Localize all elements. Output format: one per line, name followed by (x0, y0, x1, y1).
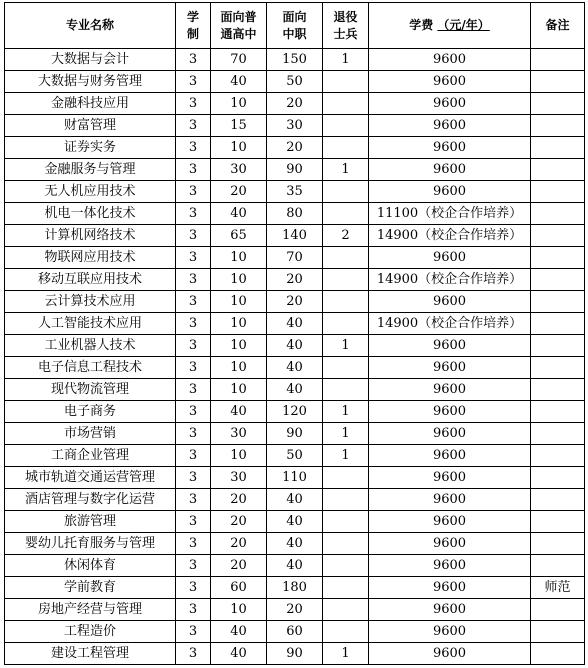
cell-duration: 3 (176, 423, 211, 445)
cell-major-name: 计算机网络技术 (5, 225, 176, 247)
cell-duration: 3 (176, 159, 211, 181)
cell-remark (531, 247, 585, 269)
cell-remark (531, 379, 585, 401)
table-row (5, 423, 585, 445)
cell-remark (531, 313, 585, 335)
cell-general-quota: 65 (211, 225, 267, 247)
cell-remark (531, 49, 585, 71)
header-general-line2: 通高中 (220, 26, 257, 41)
cell-vocational-quota: 40 (267, 357, 323, 379)
cell-major-name: 休闲体育 (5, 555, 176, 577)
cell-general-quota: 30 (211, 159, 267, 181)
cell-duration: 3 (176, 115, 211, 137)
header-vocational-line1: 面向 (282, 9, 307, 24)
cell-vocational-quota: 70 (267, 247, 323, 269)
cell-major-name: 城市轨道交通运营管理 (5, 467, 176, 489)
cell-veteran-quota: 1 (323, 445, 369, 467)
cell-general-quota: 20 (211, 555, 267, 577)
table-row (5, 269, 585, 291)
cell-general-quota: 30 (211, 423, 267, 445)
cell-veteran-quota: 1 (323, 159, 369, 181)
header-veterans-line1: 退役 (333, 9, 358, 24)
cell-tuition: 9600 (369, 379, 531, 401)
cell-tuition: 14900（校企合作培养） (369, 225, 531, 247)
cell-vocational-quota: 40 (267, 379, 323, 401)
table-row (5, 401, 585, 423)
cell-major-name: 酒店管理与数字化运营 (5, 489, 176, 511)
cell-general-quota: 20 (211, 181, 267, 203)
table-row (5, 225, 585, 247)
cell-duration: 3 (176, 291, 211, 313)
cell-vocational-quota: 90 (267, 643, 323, 665)
cell-vocational-quota: 40 (267, 555, 323, 577)
cell-vocational-quota: 180 (267, 577, 323, 599)
header-major-text: 专业名称 (65, 18, 114, 32)
header-vocational (267, 3, 323, 49)
cell-veteran-quota: 1 (323, 423, 369, 445)
cell-vocational-quota: 140 (267, 225, 323, 247)
cell-major-name: 建设工程管理 (5, 643, 176, 665)
table-header (5, 3, 585, 49)
cell-general-quota: 10 (211, 357, 267, 379)
cell-duration: 3 (176, 489, 211, 511)
cell-tuition: 9600 (369, 115, 531, 137)
cell-major-name: 房地产经营与管理 (5, 599, 176, 621)
table-row (5, 577, 585, 599)
cell-veteran-quota: 1 (323, 401, 369, 423)
cell-general-quota: 10 (211, 93, 267, 115)
cell-remark (531, 555, 585, 577)
cell-remark (531, 137, 585, 159)
cell-duration: 3 (176, 643, 211, 665)
cell-remark (531, 401, 585, 423)
cell-general-quota: 10 (211, 137, 267, 159)
cell-major-name: 婴幼儿托育服务与管理 (5, 533, 176, 555)
cell-major-name: 工业机器人技术 (5, 335, 176, 357)
cell-vocational-quota: 40 (267, 313, 323, 335)
cell-veteran-quota (323, 291, 369, 313)
cell-duration: 3 (176, 357, 211, 379)
cell-general-quota: 10 (211, 379, 267, 401)
header-tuition-main: 学费 (409, 18, 434, 32)
cell-tuition: 9600 (369, 93, 531, 115)
header-tuition-unit: （元/年） (437, 18, 490, 32)
table-row (5, 115, 585, 137)
cell-general-quota: 40 (211, 401, 267, 423)
cell-major-name: 移动互联应用技术 (5, 269, 176, 291)
cell-tuition: 14900（校企合作培养） (369, 269, 531, 291)
cell-major-name: 证券实务 (5, 137, 176, 159)
cell-duration: 3 (176, 577, 211, 599)
cell-general-quota: 30 (211, 467, 267, 489)
cell-major-name: 学前教育 (5, 577, 176, 599)
cell-duration: 3 (176, 533, 211, 555)
cell-remark (531, 203, 585, 225)
cell-vocational-quota: 90 (267, 423, 323, 445)
cell-general-quota: 10 (211, 291, 267, 313)
cell-tuition: 9600 (369, 643, 531, 665)
table-row (5, 357, 585, 379)
cell-general-quota: 60 (211, 577, 267, 599)
table-row (5, 555, 585, 577)
cell-major-name: 电子信息工程技术 (5, 357, 176, 379)
cell-remark (531, 115, 585, 137)
header-duration-line1: 学 (186, 9, 199, 24)
cell-general-quota: 20 (211, 511, 267, 533)
cell-remark (531, 291, 585, 313)
header-duration-line2: 制 (186, 26, 199, 41)
cell-veteran-quota (323, 555, 369, 577)
cell-veteran-quota (323, 313, 369, 335)
cell-major-name: 旅游管理 (5, 511, 176, 533)
cell-vocational-quota: 35 (267, 181, 323, 203)
header-tuition (369, 3, 531, 49)
cell-duration: 3 (176, 445, 211, 467)
table-body (5, 49, 585, 665)
cell-duration: 3 (176, 621, 211, 643)
header-veterans (323, 3, 369, 49)
cell-duration: 3 (176, 555, 211, 577)
table-row (5, 247, 585, 269)
cell-major-name: 大数据与会计 (5, 49, 176, 71)
cell-vocational-quota: 20 (267, 269, 323, 291)
cell-general-quota: 10 (211, 599, 267, 621)
cell-veteran-quota (323, 93, 369, 115)
cell-duration: 3 (176, 137, 211, 159)
cell-remark (531, 489, 585, 511)
cell-major-name: 机电一体化技术 (5, 203, 176, 225)
cell-tuition: 9600 (369, 445, 531, 467)
cell-veteran-quota: 1 (323, 643, 369, 665)
cell-major-name: 市场营销 (5, 423, 176, 445)
cell-vocational-quota: 90 (267, 159, 323, 181)
table-row (5, 533, 585, 555)
cell-duration: 3 (176, 247, 211, 269)
cell-tuition: 9600 (369, 335, 531, 357)
cell-remark (531, 467, 585, 489)
table-row (5, 93, 585, 115)
cell-veteran-quota (323, 599, 369, 621)
cell-general-quota: 10 (211, 313, 267, 335)
cell-veteran-quota (323, 357, 369, 379)
cell-duration: 3 (176, 203, 211, 225)
enrollment-plan-table (4, 2, 585, 665)
cell-major-name: 大数据与财务管理 (5, 71, 176, 93)
cell-major-name: 云计算技术应用 (5, 291, 176, 313)
table-row (5, 49, 585, 71)
cell-remark (531, 599, 585, 621)
cell-remark (531, 423, 585, 445)
cell-remark (531, 357, 585, 379)
cell-major-name: 人工智能技术应用 (5, 313, 176, 335)
cell-general-quota: 10 (211, 269, 267, 291)
cell-tuition: 9600 (369, 555, 531, 577)
cell-duration: 3 (176, 181, 211, 203)
header-remark (531, 3, 585, 49)
cell-duration: 3 (176, 93, 211, 115)
cell-vocational-quota: 20 (267, 93, 323, 115)
cell-tuition: 9600 (369, 71, 531, 93)
cell-remark (531, 533, 585, 555)
table-row (5, 203, 585, 225)
cell-duration: 3 (176, 599, 211, 621)
cell-vocational-quota: 40 (267, 335, 323, 357)
cell-veteran-quota (323, 533, 369, 555)
table-row (5, 445, 585, 467)
cell-veteran-quota (323, 137, 369, 159)
header-row (5, 3, 585, 49)
cell-remark (531, 643, 585, 665)
cell-tuition: 9600 (369, 181, 531, 203)
cell-general-quota: 40 (211, 621, 267, 643)
table-row (5, 511, 585, 533)
cell-duration: 3 (176, 379, 211, 401)
table-row (5, 379, 585, 401)
header-general-highschool (211, 3, 267, 49)
cell-remark (531, 93, 585, 115)
cell-remark: 师范 (531, 577, 585, 599)
cell-remark (531, 269, 585, 291)
cell-tuition: 9600 (369, 291, 531, 313)
header-veterans-line2: 士兵 (333, 26, 358, 41)
header-major (5, 3, 176, 49)
cell-tuition: 9600 (369, 423, 531, 445)
table-row (5, 291, 585, 313)
cell-remark (531, 159, 585, 181)
cell-vocational-quota: 60 (267, 621, 323, 643)
cell-veteran-quota (323, 203, 369, 225)
cell-tuition: 9600 (369, 159, 531, 181)
cell-veteran-quota (323, 379, 369, 401)
cell-general-quota: 20 (211, 489, 267, 511)
cell-duration: 3 (176, 335, 211, 357)
cell-tuition: 9600 (369, 599, 531, 621)
cell-vocational-quota: 50 (267, 445, 323, 467)
cell-tuition: 14900（校企合作培养） (369, 313, 531, 335)
table-row (5, 643, 585, 665)
enrollment-table-container (4, 2, 585, 665)
cell-general-quota: 70 (211, 49, 267, 71)
table-row (5, 467, 585, 489)
cell-veteran-quota (323, 269, 369, 291)
cell-major-name: 物联网应用技术 (5, 247, 176, 269)
cell-veteran-quota: 1 (323, 335, 369, 357)
cell-major-name: 现代物流管理 (5, 379, 176, 401)
cell-major-name: 财富管理 (5, 115, 176, 137)
cell-vocational-quota: 110 (267, 467, 323, 489)
cell-tuition: 9600 (369, 137, 531, 159)
table-row (5, 335, 585, 357)
table-row (5, 599, 585, 621)
cell-veteran-quota (323, 71, 369, 93)
cell-duration: 3 (176, 401, 211, 423)
cell-vocational-quota: 40 (267, 489, 323, 511)
cell-general-quota: 15 (211, 115, 267, 137)
table-row (5, 313, 585, 335)
cell-tuition: 9600 (369, 401, 531, 423)
cell-tuition: 9600 (369, 511, 531, 533)
header-vocational-line2: 中职 (282, 26, 307, 41)
cell-veteran-quota: 2 (323, 225, 369, 247)
cell-remark (531, 335, 585, 357)
table-row (5, 71, 585, 93)
cell-vocational-quota: 20 (267, 291, 323, 313)
cell-vocational-quota: 30 (267, 115, 323, 137)
cell-veteran-quota (323, 181, 369, 203)
cell-vocational-quota: 50 (267, 71, 323, 93)
cell-general-quota: 20 (211, 533, 267, 555)
cell-duration: 3 (176, 269, 211, 291)
cell-veteran-quota: 1 (323, 49, 369, 71)
cell-remark (531, 621, 585, 643)
cell-vocational-quota: 80 (267, 203, 323, 225)
cell-duration: 3 (176, 511, 211, 533)
cell-tuition: 9600 (369, 577, 531, 599)
cell-tuition: 9600 (369, 49, 531, 71)
table-row (5, 181, 585, 203)
cell-vocational-quota: 40 (267, 511, 323, 533)
cell-remark (531, 71, 585, 93)
cell-remark (531, 181, 585, 203)
table-row (5, 159, 585, 181)
cell-veteran-quota (323, 511, 369, 533)
cell-tuition: 9600 (369, 489, 531, 511)
cell-vocational-quota: 40 (267, 533, 323, 555)
cell-remark (531, 511, 585, 533)
table-row (5, 137, 585, 159)
cell-vocational-quota: 150 (267, 49, 323, 71)
cell-remark (531, 445, 585, 467)
cell-general-quota: 40 (211, 643, 267, 665)
cell-vocational-quota: 120 (267, 401, 323, 423)
cell-veteran-quota (323, 621, 369, 643)
cell-general-quota: 40 (211, 71, 267, 93)
header-duration (176, 3, 211, 49)
cell-general-quota: 10 (211, 335, 267, 357)
cell-major-name: 电子商务 (5, 401, 176, 423)
cell-major-name: 金融科技应用 (5, 93, 176, 115)
cell-tuition: 11100（校企合作培养） (369, 203, 531, 225)
cell-duration: 3 (176, 71, 211, 93)
cell-general-quota: 40 (211, 203, 267, 225)
cell-duration: 3 (176, 313, 211, 335)
cell-veteran-quota (323, 577, 369, 599)
cell-major-name: 工程造价 (5, 621, 176, 643)
cell-general-quota: 10 (211, 445, 267, 467)
cell-veteran-quota (323, 247, 369, 269)
header-general-line1: 面向普 (220, 9, 257, 24)
cell-duration: 3 (176, 49, 211, 71)
cell-remark (531, 225, 585, 247)
cell-tuition: 9600 (369, 533, 531, 555)
cell-general-quota: 10 (211, 247, 267, 269)
cell-veteran-quota (323, 115, 369, 137)
cell-tuition: 9600 (369, 467, 531, 489)
cell-vocational-quota: 20 (267, 599, 323, 621)
cell-tuition: 9600 (369, 621, 531, 643)
cell-major-name: 金融服务与管理 (5, 159, 176, 181)
table-row (5, 489, 585, 511)
cell-duration: 3 (176, 467, 211, 489)
cell-veteran-quota (323, 489, 369, 511)
cell-veteran-quota (323, 467, 369, 489)
cell-major-name: 工商企业管理 (5, 445, 176, 467)
cell-tuition: 9600 (369, 247, 531, 269)
header-remark-text: 备注 (545, 18, 570, 32)
cell-tuition: 9600 (369, 357, 531, 379)
table-row (5, 621, 585, 643)
cell-major-name: 无人机应用技术 (5, 181, 176, 203)
cell-duration: 3 (176, 225, 211, 247)
cell-vocational-quota: 20 (267, 137, 323, 159)
